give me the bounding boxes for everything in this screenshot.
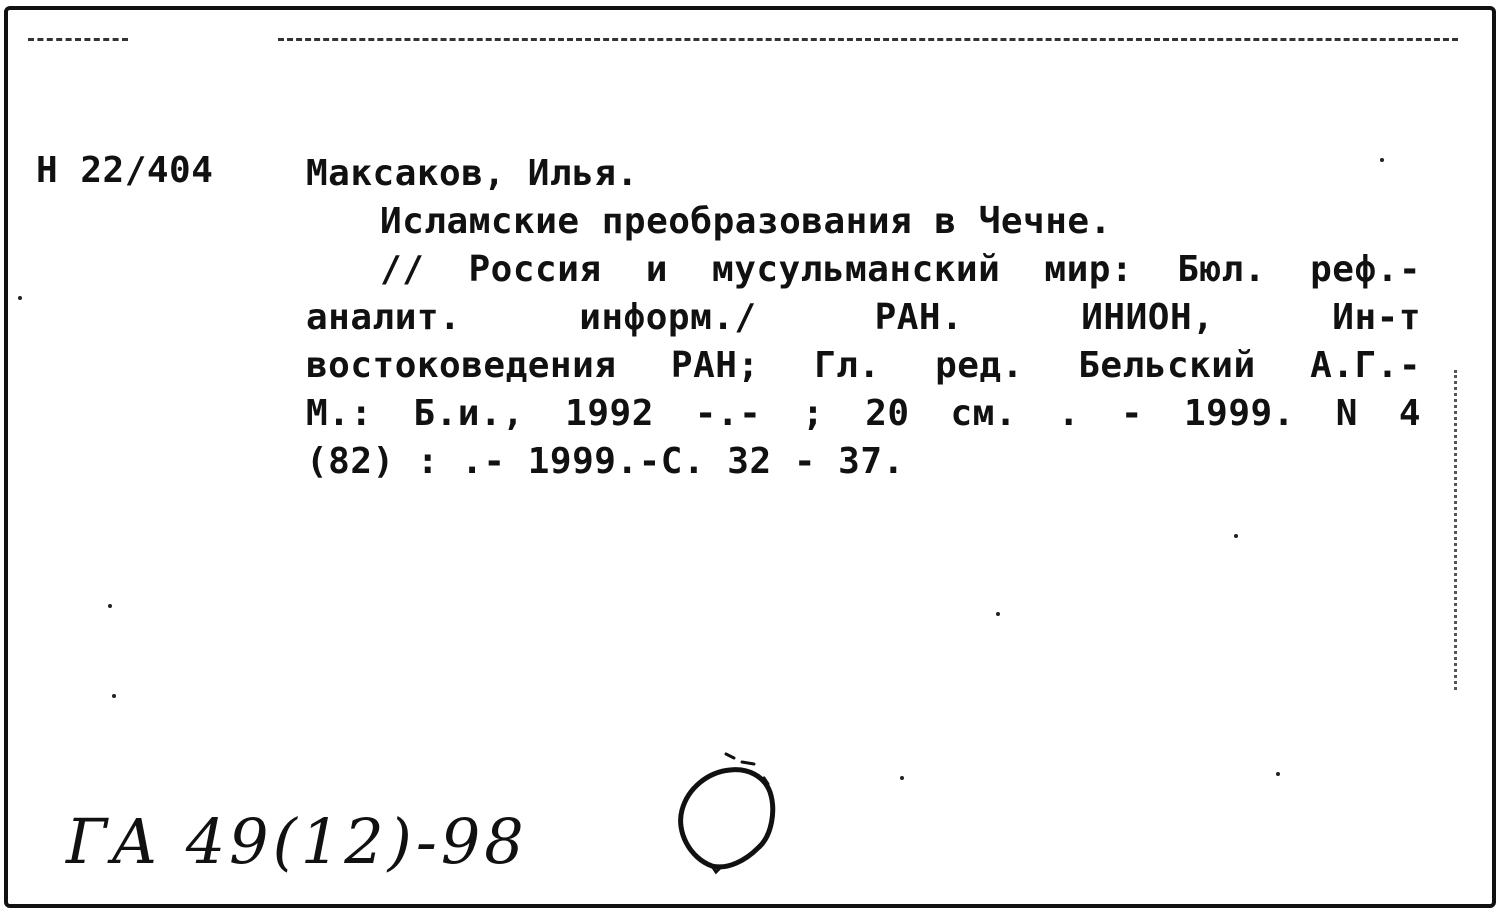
hole-punch-mark — [668, 748, 788, 878]
author-line: Максаков, Илья. — [306, 153, 639, 194]
handwritten-classification-code: ГА 49(12)-98 — [66, 805, 528, 878]
speck — [1380, 158, 1384, 162]
speck — [996, 612, 1000, 616]
speck — [108, 604, 112, 608]
speck — [1276, 772, 1280, 776]
speck — [900, 776, 904, 780]
source-line: М.: Б.и., 1992 -.- ; 20 см. . - 1999. N 4 — [306, 393, 1421, 434]
speck — [1234, 534, 1238, 538]
speck — [112, 694, 116, 698]
catalog-card — [4, 6, 1496, 908]
source-line: (82) : .- 1999.-С. 32 - 37. — [306, 441, 905, 482]
top-dashed-rule — [28, 38, 128, 41]
source-line: аналит. информ./ РАН. ИНИОН, Ин-т — [306, 297, 1421, 338]
title-line: Исламские преобразования в Чечне. — [380, 201, 1112, 242]
margin-dotted-line — [1454, 370, 1457, 690]
speck — [18, 296, 22, 300]
shelfmark: Н 22/404 — [36, 150, 214, 191]
bibliographic-record — [306, 150, 1421, 486]
top-dashed-rule — [278, 38, 1458, 41]
source-line: // Россия и мусульманский мир: Бюл. реф.- — [380, 249, 1421, 290]
source-line: востоковедения РАН; Гл. ред. Бельский А.Г.- — [306, 345, 1421, 386]
